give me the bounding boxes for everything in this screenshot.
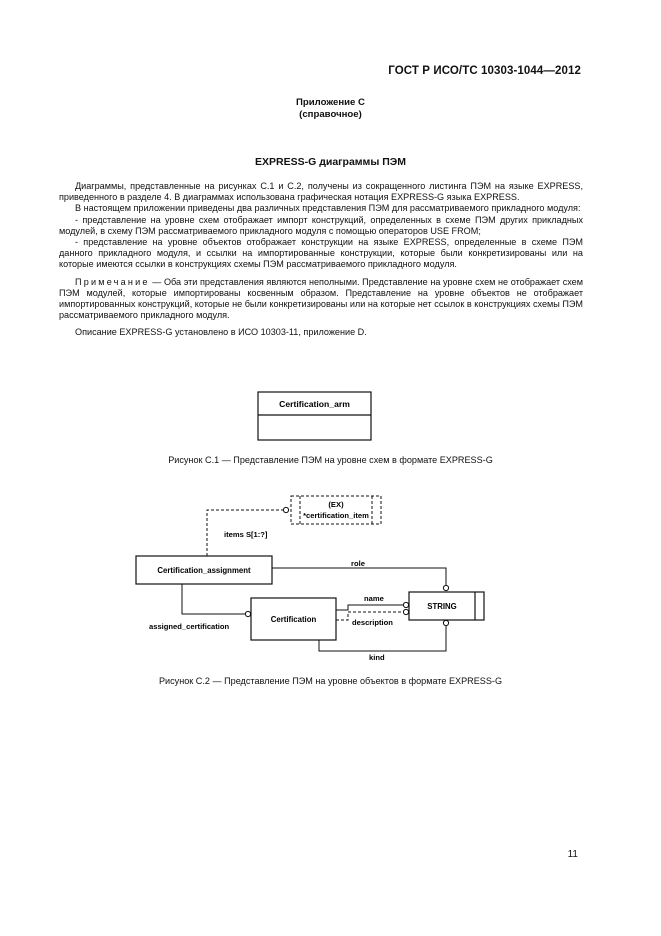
paragraph-representations: В настоящем приложении приведены два различных представления ПЭМ для рассматриваемого прикладного модуля:	[75, 203, 581, 214]
items-end-circle	[283, 507, 288, 512]
items-label: items S[1:?]	[224, 530, 268, 539]
schema-name: Certification_arm	[279, 399, 350, 409]
page-number: 11	[567, 849, 578, 860]
paragraph-entity-level: - представление на уровне объектов отображает конструкции на языке EXPRESS, определенные в схеме ПЭМ данного прикладного модуля, и ссылки на импортированные конструкции, которые были конкретизированы или на которые имеются ссылки в конструкциях схемы ПЭМ рассматриваемого прикладного модуля.	[59, 237, 583, 270]
note-text: — Оба эти представления являются неполными. Представление на уровне схем не отображает схем ПЭМ модулей, которые импортированы косвенным образом. Представление на уровне объектов не отображает импортированных конструкций, которые не были конкретизированы или на которые нет ссылок в конструкциях схемы ПЭМ рассматриваемого прикладного модуля.	[59, 276, 583, 321]
assigned-certification-label: assigned_certification	[149, 622, 230, 631]
certification-label: Certification	[270, 615, 317, 624]
external-type-name: *certification_item	[303, 511, 369, 520]
note-label: Примечание	[75, 276, 150, 287]
external-type-marker: (EX)	[328, 500, 344, 509]
kind-label: kind	[369, 653, 385, 662]
description-end-circle	[403, 609, 408, 614]
standard-designation: ГОСТ Р ИСО/ТС 10303-1044—2012	[388, 65, 581, 77]
annex-title: Приложение С	[296, 97, 365, 108]
figure-2-caption: Рисунок С.2 — Представление ПЭМ на уровне объектов в формате EXPRESS-G	[158, 676, 503, 686]
certification-assignment-label: Certification_assignment	[157, 566, 251, 575]
figure-1-caption: Рисунок С.1 — Представление ПЭМ на уровне схем в формате EXPRESS-G	[168, 455, 493, 465]
certification-entity	[251, 598, 336, 640]
assigned-end-circle	[245, 611, 250, 616]
string-type-label: STRING	[427, 602, 457, 611]
paragraph-schema-level: - представление на уровне схем отображает импорт конструкций, определенных в схеме ПЭМ других прикладных модулей, в схему ПЭМ рассматриваемого прикладного модуля с помощью операторов USE FROM;	[59, 214, 583, 236]
name-end-circle	[403, 602, 408, 607]
annex-subtitle: (справочное)	[299, 109, 362, 120]
section-title: EXPRESS-G диаграммы ПЭМ	[255, 156, 406, 168]
name-label: name	[364, 594, 384, 603]
external-type-box	[291, 496, 381, 524]
paragraph-express-g-reference: Описание EXPRESS-G установлено в ИСО 10303-11, приложение D.	[75, 327, 367, 338]
paragraph-diagrams: Диаграммы, представленные на рисунках С.1 и С.2, получены из сокращенного листинга ПЭМ на языке EXPRESS, приведенного в разделе 4. В диаграммах использована графическая нотация EXPRESS-G языка EXPRESS.	[59, 181, 583, 203]
role-label: role	[351, 559, 365, 568]
role-end-circle	[443, 585, 448, 590]
description-label: description	[352, 618, 393, 627]
kind-end-circle	[443, 620, 448, 625]
certification-assignment-entity	[136, 556, 272, 584]
string-type-box	[409, 592, 484, 620]
